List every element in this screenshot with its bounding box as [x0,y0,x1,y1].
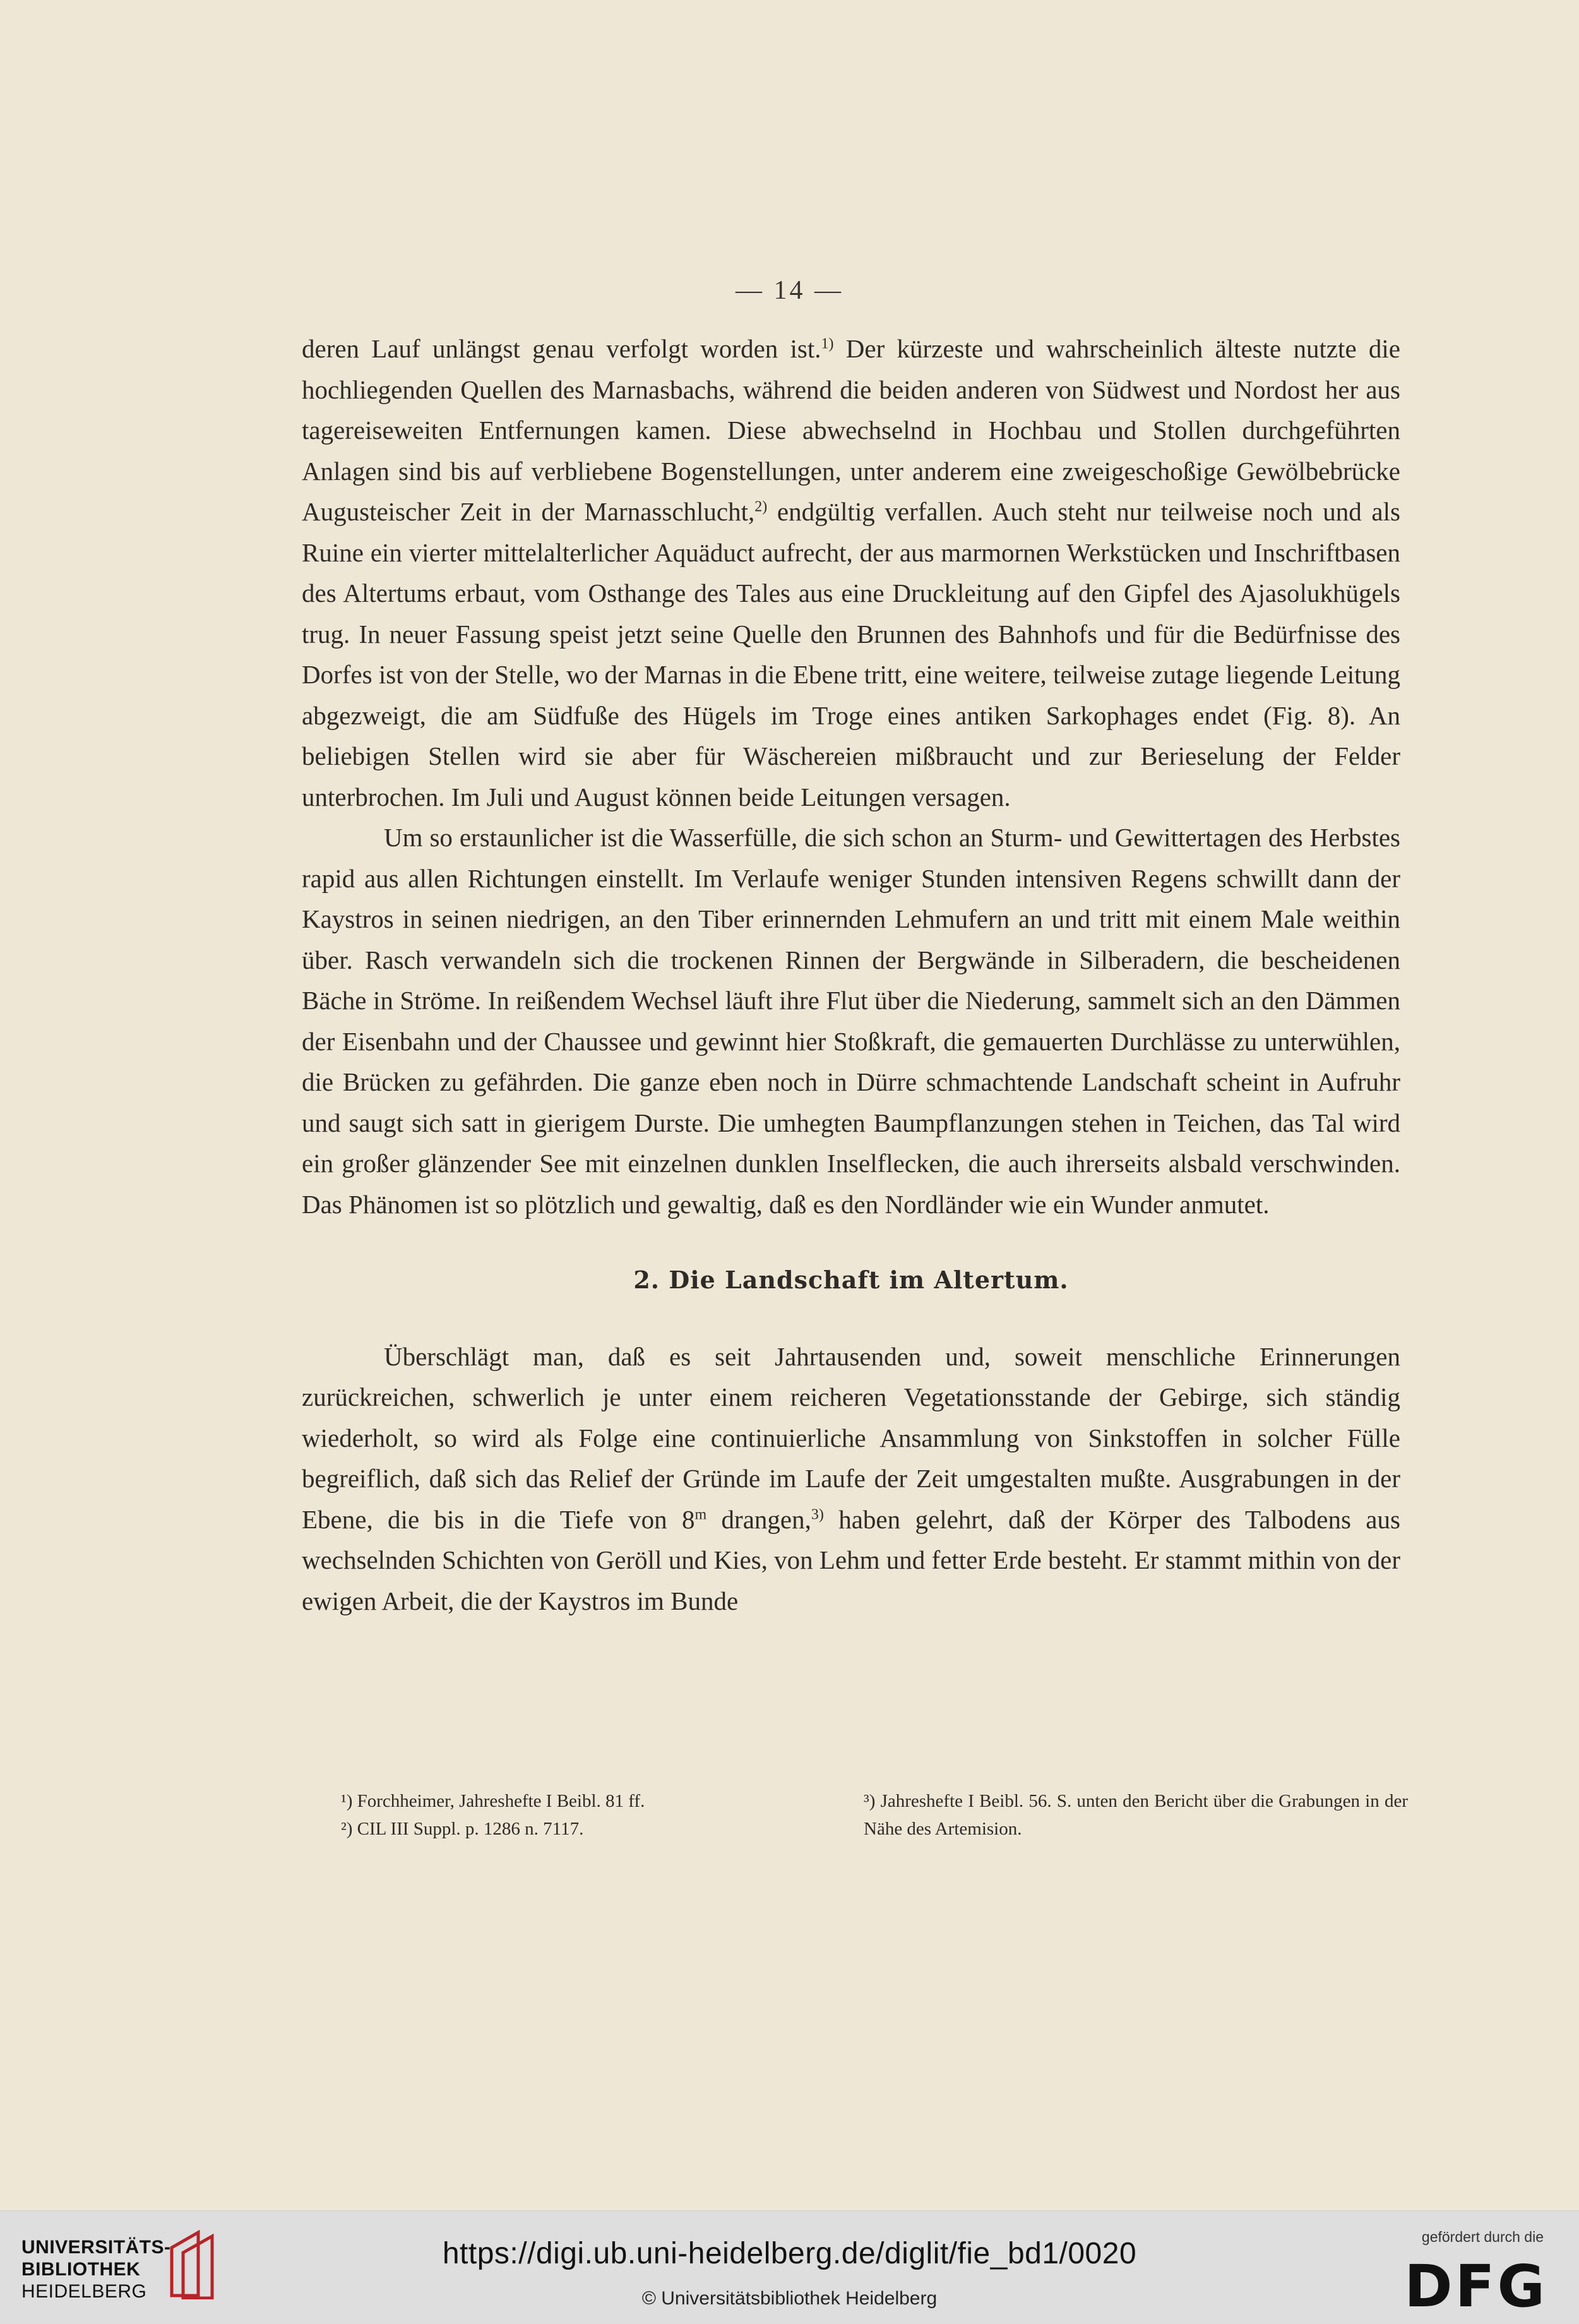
footnote-marker: 1) [821,335,834,352]
text-run: endgültig verfallen. Auch steht nur teilweise noch und als Ruine ein vierter mittelalterlicher Aquäduct aufrecht, der aus marmornen Werkstücken und Inschriftbasen des Altertums erbaut, vom Osthange des Tales aus eine Druckleitung auf den Gipfel des Ajasolukhügels trug. In neuer Fassung speist jetzt seine Quelle den Brunnen des Bahnhofs und für die Bedürfnisse des Dorfes ist von der Stelle, wo der Marnas in die Ebene tritt, eine weitere, teilweise zutage liegende Leitung abgezweigt, die am Südfuße des Hügels im Troge eines antiken Sarkophages endet (Fig. 8). An beliebigen Stellen wird sie aber für Wäschereien mißbraucht und zur Berieselung der Felder unterbrochen. Im Juli und August können beide Leitungen versagen. [302,497,1400,812]
text-run: deren Lauf unlängst genau verfolgt worden ist. [302,334,821,363]
section-heading: 2. Die Landschaft im Altertum. [633,1266,1069,1294]
footnote: ¹) Forchheimer, Jahreshefte I Beibl. 81 ff. [341,1791,645,1811]
library-name-line-2: BIBLIOTHEK [21,2259,141,2280]
copyright-notice: © Universitätsbibliothek Heidelberg [641,2288,938,2309]
library-name-line-1: UNIVERSITÄTS- [21,2237,171,2258]
library-name-line-3: HEIDELBERG [21,2281,147,2302]
page-number: — 14 — [736,276,843,305]
text-run: haben gelehrt, daß der Körper des Talbodens aus wechselnden Schichten von Geröll und Kies, von Lehm und fetter Erde besteht. Er stammt mithin von der ewigen Arbeit, die der Kaystros im Bunde [302,1504,1400,1615]
paragraph-group-top [302,328,1400,1225]
viewer-footer [0,2210,1579,2324]
text-run: Überschlägt man, daß es seit Jahrtausenden und, soweit menschliche Erinnerungen zurückreichen, schwerlich je unter einem reicheren Vegetationsstande der Gebirge, sich ständig wiederholt, so wird als Folge eine continuierliche Ansammlung von Sinkstoffen in solcher Fülle begreiflich, daß sich das Relief der Gründe im Laufe der Zeit umgestalten mußte. Ausgrabungen in der Ebene, die bis in die Tiefe von 8 [302,1341,1400,1534]
footnote-marker: 3) [811,1506,824,1523]
dfg-logo[interactable]: DFG [1404,2253,1547,2320]
footnote-marker: 2) [754,498,768,515]
paragraph [302,328,1400,817]
footnote-marker: m [694,1506,707,1523]
text-run: Um so erstaunlicher ist die Wasserfülle, die sich schon an Sturm- und Gewittertagen des Herbstes rapid aus allen Richtungen einstellt. Im Verlaufe weniger Stunden intensiven Regens schwillt dann der Kaystros in seinen niedrigen, an den Tiber erinnernden Lehmufern an und tritt mit einem Male weithin über. Rasch verwandeln sich die trockenen Rinnen der Bergwände in Silberadern, die bescheidenen Bäche in Ströme. In reißendem Wechsel läuft ihre Flut über die Niederung, sammelt sich an den Dämmen der Eisenbahn und der Chaussee und gewinnt hier Stoßkraft, die gemauerten Durchlässe zu unterwühlen, die Brücken zu gefährden. Die ganze eben noch in Dürre schmachtende Landschaft scheint in Aufruhr und saugt sich satt in gierigem Durste. Die umhegten Baumpflanzungen stehen in Teichen, das Tal wird ein großer glänzender See mit einzelnen dunklen Inselflecken, die auch ihrerseits alsbald verschwinden. Das Phänomen ist so plötzlich und gewaltig, daß es den Nordländer wie ein Wunder anmutet. [302,823,1400,1219]
text-run: drangen, [706,1504,811,1534]
paragraph [302,1336,1400,1622]
permalink-url[interactable]: https://digi.ub.uni-heidelberg.de/diglit/fie_bd1/0020 [442,2237,1137,2270]
paragraph-group-section [302,1336,1400,1622]
footnote: ³) Jahreshefte I Beibl. 56. S. unten den Bericht über die Grabungen in der Nähe des Artemision. [864,1791,1408,1839]
footnotes-right-column [864,1787,1408,1843]
paragraph [302,817,1400,1225]
body-text [302,328,1400,1621]
funding-caption: gefördert durch die [1421,2229,1544,2245]
text-run: Der kürzeste und wahrscheinlich älteste nutzte die hochliegenden Quellen des Marnasbachs, während die beiden anderen von Südwest und Nordost her aus tagereiseweiten Entfernungen kamen. Diese abwechselnd in Hochbau und Stollen durchgeführten Anlagen sind bis auf verbliebene Bogenstellungen, unter anderem eine zweigeschoßige Gewölbebrücke Augusteischer Zeit in der Marnasschlucht, [302,334,1400,526]
footnote: ²) CIL III Suppl. p. 1286 n. 7117. [341,1819,584,1839]
footnotes-left-column [341,1787,783,1843]
